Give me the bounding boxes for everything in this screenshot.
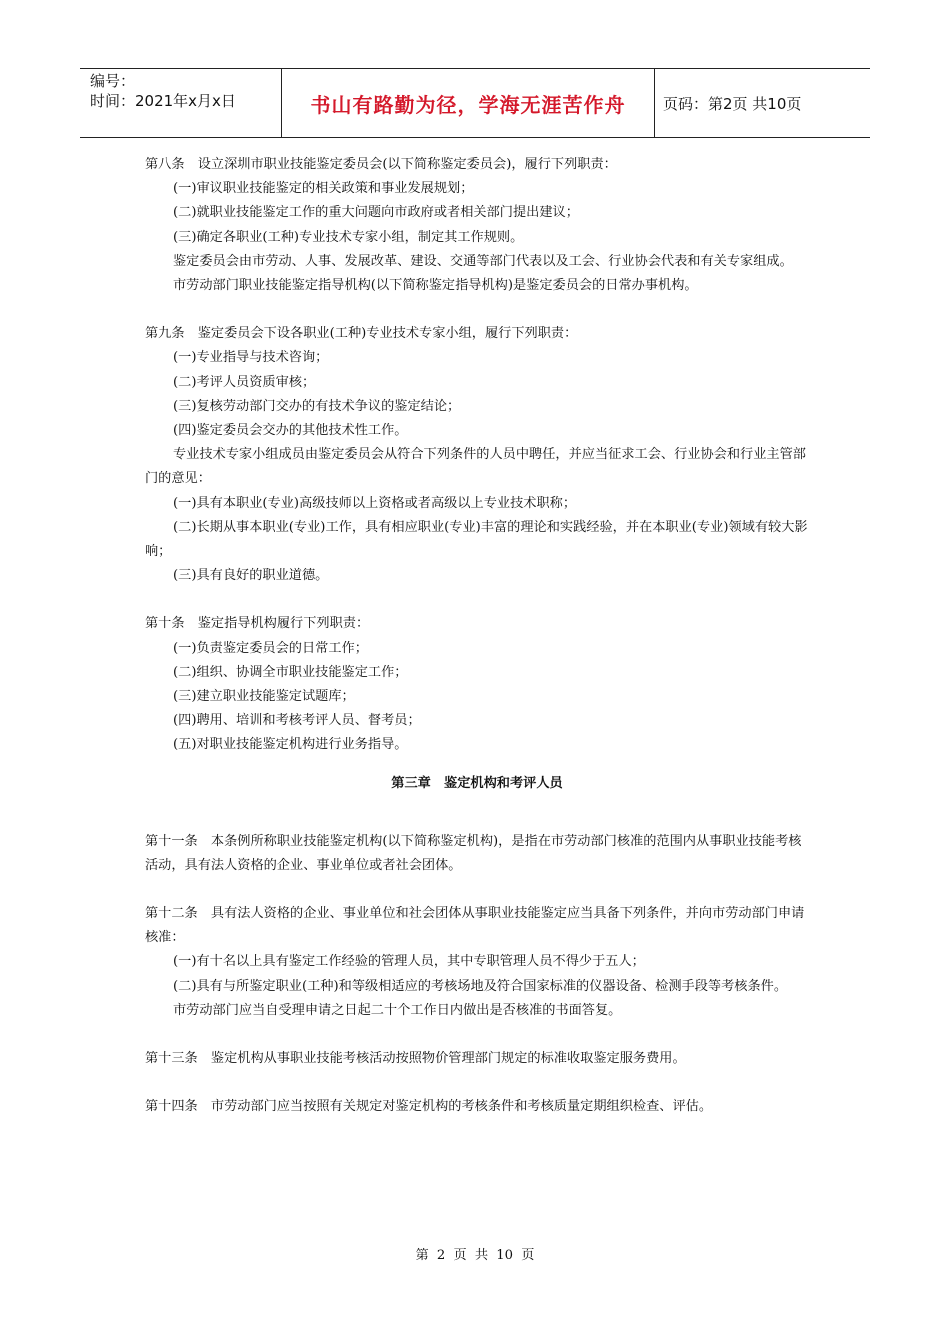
spacer (145, 298, 809, 322)
document-body (145, 153, 809, 1120)
paragraph: (二)长期从事本职业(专业)工作，具有相应职业(专业)丰富的理论和实践经验，并在本职业(专业)领域有较大影响； (145, 519, 808, 560)
spacer (145, 1023, 809, 1047)
spacer (145, 1071, 809, 1095)
paragraph: 第九条 鉴定委员会下设各职业(工种)专业技术专家小组，履行下列职责： (145, 326, 578, 342)
page-header (80, 68, 870, 138)
paragraph: (二)组织、协调全市职业技能鉴定工作； (173, 664, 408, 680)
spacer (145, 796, 809, 830)
document-time-label: 时间：2021年x月x日 (90, 92, 236, 110)
paragraph: 第八条 设立深圳市职业技能鉴定委员会(以下简称鉴定委员会)，履行下列职责： (145, 157, 617, 172)
paragraph: (一)专业指导与技术咨询； (173, 350, 329, 366)
paragraph: 鉴定委员会由市劳动、人事、发展改革、建设、交通等部门代表以及工会、行业协会代表和有关专家组成。 (173, 253, 793, 269)
document-number-label: 编号： (90, 72, 136, 90)
paragraph: (四)鉴定委员会交办的其他技术性工作。 (173, 423, 408, 439)
paragraph: 第十一条 本条例所称职业技能鉴定机构(以下简称鉴定机构)，是指在市劳动部门核准的范围内从事职业技能考核活动，具有法人资格的企业、事业单位或者社会团体。 (145, 833, 802, 873)
paragraph: 市劳动部门职业技能鉴定指导机构(以下简称鉴定指导机构)是鉴定委员会的日常办事机构。 (173, 278, 698, 294)
paragraph: (一)具有本职业(专业)高级技师以上资格或者高级以上专业技术职称； (173, 495, 577, 511)
paragraph: 专业技术专家小组成员由鉴定委员会从符合下列条件的人员中聘任，并应当征求工会、行业协会和行业主管部门的意见： (145, 447, 806, 487)
paragraph: 第十三条 鉴定机构从事职业技能考核活动按照物价管理部门规定的标准收取鉴定服务费用。 (145, 1051, 686, 1067)
paragraph: 第十二条 具有法人资格的企业、事业单位和社会团体从事职业技能鉴定应当具备下列条件，并向市劳动部门申请核准： (145, 906, 805, 946)
paragraph: (一)有十名以上具有鉴定工作经验的管理人员，其中专职管理人员不得少于五人； (173, 954, 645, 970)
spacer (145, 588, 809, 612)
paragraph: (二)考评人员资质审核； (173, 374, 316, 390)
paragraph: (五)对职业技能鉴定机构进行业务指导。 (173, 737, 408, 753)
paragraph: (四)聘用、培训和考核考评人员、督考员； (173, 713, 421, 729)
paragraph: 第十条 鉴定指导机构履行下列职责： (145, 616, 370, 632)
paragraph: (二)具有与所鉴定职业(工种)和等级相适应的考核场地及符合国家标准的仪器设备、检测手段等考核条件。 (173, 978, 788, 994)
spacer (145, 758, 809, 772)
paragraph: (三)具有良好的职业道德。 (173, 568, 329, 584)
header-motto: 书山有路勤为径，学海无涯苦作舟 (281, 69, 655, 137)
spacer (145, 878, 809, 902)
paragraph: (三)建立职业技能鉴定试题库； (173, 689, 355, 705)
paragraph: (三)确定各职业(工种)专业技术专家小组，制定其工作规则。 (173, 229, 524, 245)
header-page-number: 页码：第2页 共10页 (663, 94, 802, 113)
paragraph: (三)复核劳动部门交办的有技术争议的鉴定结论； (173, 398, 461, 414)
chapter-heading: 第三章 鉴定机构和考评人员 (391, 775, 563, 791)
paragraph: 第十四条 市劳动部门应当按照有关规定对鉴定机构的考核条件和考核质量定期组织检查、评估。 (145, 1099, 713, 1115)
paragraph: (一)负责鉴定委员会的日常工作； (173, 640, 368, 656)
page-footer: 第 2 页 共 10 页 (415, 1248, 535, 1263)
header-info (80, 69, 281, 137)
paragraph: (二)就职业技能鉴定工作的重大问题向市政府或者相关部门提出建议； (173, 205, 579, 221)
paragraph: (一)审议职业技能鉴定的相关政策和事业发展规划； (173, 181, 474, 197)
paragraph: 市劳动部门应当自受理申请之日起二十个工作日内做出是否核准的书面答复。 (173, 1002, 622, 1018)
